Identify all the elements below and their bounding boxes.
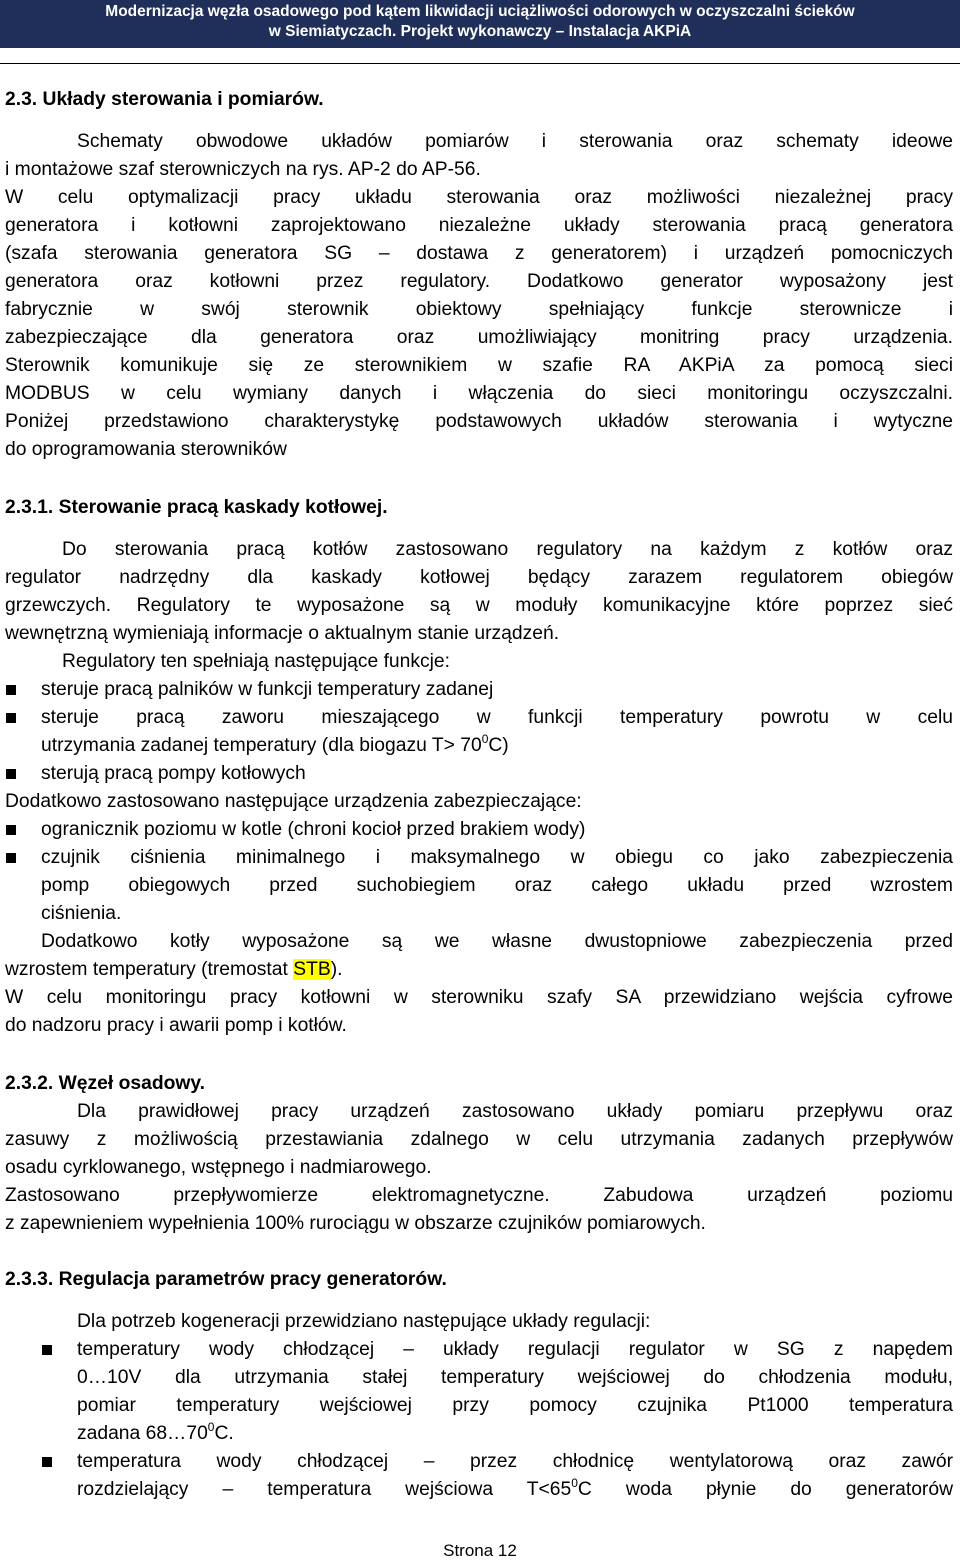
list-item-continuation: 0…10V dla utrzymania stałej temperatury wejściowej do chłodzenia modułu, <box>77 1367 953 1388</box>
list-item-continuation: zadana $68\dots 70^0C$. <box>77 1420 234 1444</box>
bullet-marker <box>6 825 16 835</box>
header-line-2: w Siemiatyczach. Projekt wykonawczy – Instalacja AKPiA <box>268 23 692 40</box>
highlighted-text: STB <box>293 959 331 980</box>
paragraph-line: Regulatory ten spełniają następujące funkcje: <box>62 651 451 672</box>
header-line-1: Modernizacja węzła osadowego pod kątem likwidacji uciążliwości odorowych w oczyszczalni ścieków <box>105 3 855 20</box>
list-item: sterują pracą pompy kotłowych <box>41 763 306 784</box>
paragraph-line: Dla prawidłowej pracy urządzeń zastosowano układy pomiaru przepływu oraz <box>77 1101 953 1122</box>
paragraph-line: Sterownik komunikuje się ze sterownikiem w szafie RA AKPiA za pomocą sieci <box>5 355 953 376</box>
paragraph-line: i montażowe szaf sterowniczych na rys. AP-2 do AP-56. <box>5 159 481 180</box>
list-item: ogranicznik poziomu w kotle (chroni kocioł przed brakiem wody) <box>41 819 586 840</box>
paragraph-line: Schematy obwodowe układów pomiarów i sterowania oraz schematy ideowe <box>77 131 953 152</box>
paragraph-line: MODBUS w celu wymiany danych i włączenia do sieci monitoringu oczyszczalni. <box>5 383 953 404</box>
document-header <box>0 0 960 48</box>
list-item-continuation: pomp obiegowych przed suchobiegiem oraz całego układu przed wzrostem <box>41 875 953 896</box>
paragraph-line: Zastosowano przepływomierze elektromagnetyczne. Zabudowa urządzeń poziomu <box>5 1185 953 1206</box>
bullet-marker <box>42 1345 52 1355</box>
bullet-marker <box>6 853 16 863</box>
paragraph-line: zabezpieczające dla generatora oraz umożliwiający monitring pracy urządzenia. <box>5 327 953 348</box>
list-item: czujnik ciśnienia minimalnego i maksymalnego w obiegu co jako zabezpieczenia <box>41 847 953 868</box>
list-item: steruje pracą zaworu mieszającego w funkcji temperatury powrotu w celu <box>41 707 953 728</box>
paragraph-line: Do sterowania pracą kotłów zastosowano regulatory na każdym z kotłów oraz <box>62 539 953 560</box>
paragraph-line: z zapewnieniem wypełnienia 100% rurociągu w obszarze czujników pomiarowych. <box>5 1213 706 1234</box>
list-item-continuation: rozdzielający – temperatura wejściowa $T<65^0C$ woda płynie do generatorów <box>77 1476 953 1500</box>
section-heading-2-3-2: 2.3.2. Węzeł osadowy. <box>5 1073 206 1094</box>
paragraph-line: wewnętrzną wymieniają informacje o aktualnym stanie urządzeń. <box>5 623 560 644</box>
list-item: steruje pracą palników w funkcji temperatury zadanej <box>41 679 494 700</box>
list-item: temperatury wody chłodzącej – układy regulacji regulator w SG z napędem <box>77 1339 953 1360</box>
paragraph-line: W celu optymalizacji pracy układu sterowania oraz możliwości niezależnej pracy <box>5 187 953 208</box>
paragraph-line: do nadzoru pracy i awarii pomp i kotłów. <box>5 1015 347 1036</box>
list-item-continuation: ciśnienia. <box>41 903 122 924</box>
paragraph-line: generatora oraz kotłowni przez regulatory. Dodatkowo generator wyposażony jest <box>5 271 953 292</box>
paragraph-line: W celu monitoringu pracy kotłowni w sterowniku szafy SA przewidziano wejścia cyfrowe <box>5 987 953 1008</box>
paragraph-line: grzewczych. Regulatory te wyposażone są w moduły komunikacyjne które poprzez sieć <box>5 595 953 616</box>
bullet-marker <box>6 769 16 779</box>
list-item: temperatura wody chłodzącej – przez chłodnicę wentylatorową oraz zawór <box>77 1451 953 1472</box>
paragraph-line: osadu cyrklowanego, wstępnego i nadmiarowego. <box>5 1157 432 1178</box>
paragraph-line: wzrostem temperatury (tremostat STB). <box>5 959 343 980</box>
paragraph-line: do oprogramowania sterowników <box>5 439 287 460</box>
paragraph-line: regulator nadrzędny dla kaskady kotłowej będący zarazem regulatorem obiegów <box>5 567 953 588</box>
section-heading-2-3: 2.3. Układy sterowania i pomiarów. <box>5 89 324 110</box>
paragraph-line: Dodatkowo kotły wyposażone są we własne dwustopniowe zabezpieczenia przed <box>41 931 953 952</box>
paragraph-line: generatora i kotłowni zaprojektowano niezależne układy sterowania pracą generatora <box>5 215 953 236</box>
paragraph-line: Dla potrzeb kogeneracji przewidziano następujące układy regulacji: <box>77 1311 651 1332</box>
list-item-continuation: pomiar temperatury wejściowej przy pomocy czujnika Pt1000 temperatura <box>77 1395 953 1416</box>
bullet-marker <box>6 713 16 723</box>
paragraph-line: (szafa sterowania generatora SG – dostawa z generatorem) i urządzeń pomocniczych <box>5 243 953 264</box>
bullet-marker <box>6 685 16 695</box>
paragraph-line: fabrycznie w swój sterownik obiektowy spełniający funkcje sterownicze i <box>5 299 953 320</box>
page-number: Strona 12 <box>443 1541 517 1560</box>
header-rule <box>0 63 960 64</box>
section-heading-2-3-1: 2.3.1. Sterowanie pracą kaskady kotłowej. <box>5 497 388 518</box>
paragraph-line: Poniżej przedstawiono charakterystykę podstawowych układów sterowania i wytyczne <box>5 411 953 432</box>
paragraph-line: zasuwy z możliwością przestawiania zdalnego w celu utrzymania zadanych przepływów <box>5 1129 953 1150</box>
paragraph-line: Dodatkowo zastosowano następujące urządzenia zabezpieczające: <box>5 791 582 812</box>
bullet-marker <box>42 1457 52 1467</box>
section-heading-2-3-3: 2.3.3. Regulacja parametrów pracy generatorów. <box>5 1269 447 1290</box>
list-item-continuation: utrzymania zadanej temperatury (dla biogazu $T> 70^0C$) <box>41 732 509 756</box>
